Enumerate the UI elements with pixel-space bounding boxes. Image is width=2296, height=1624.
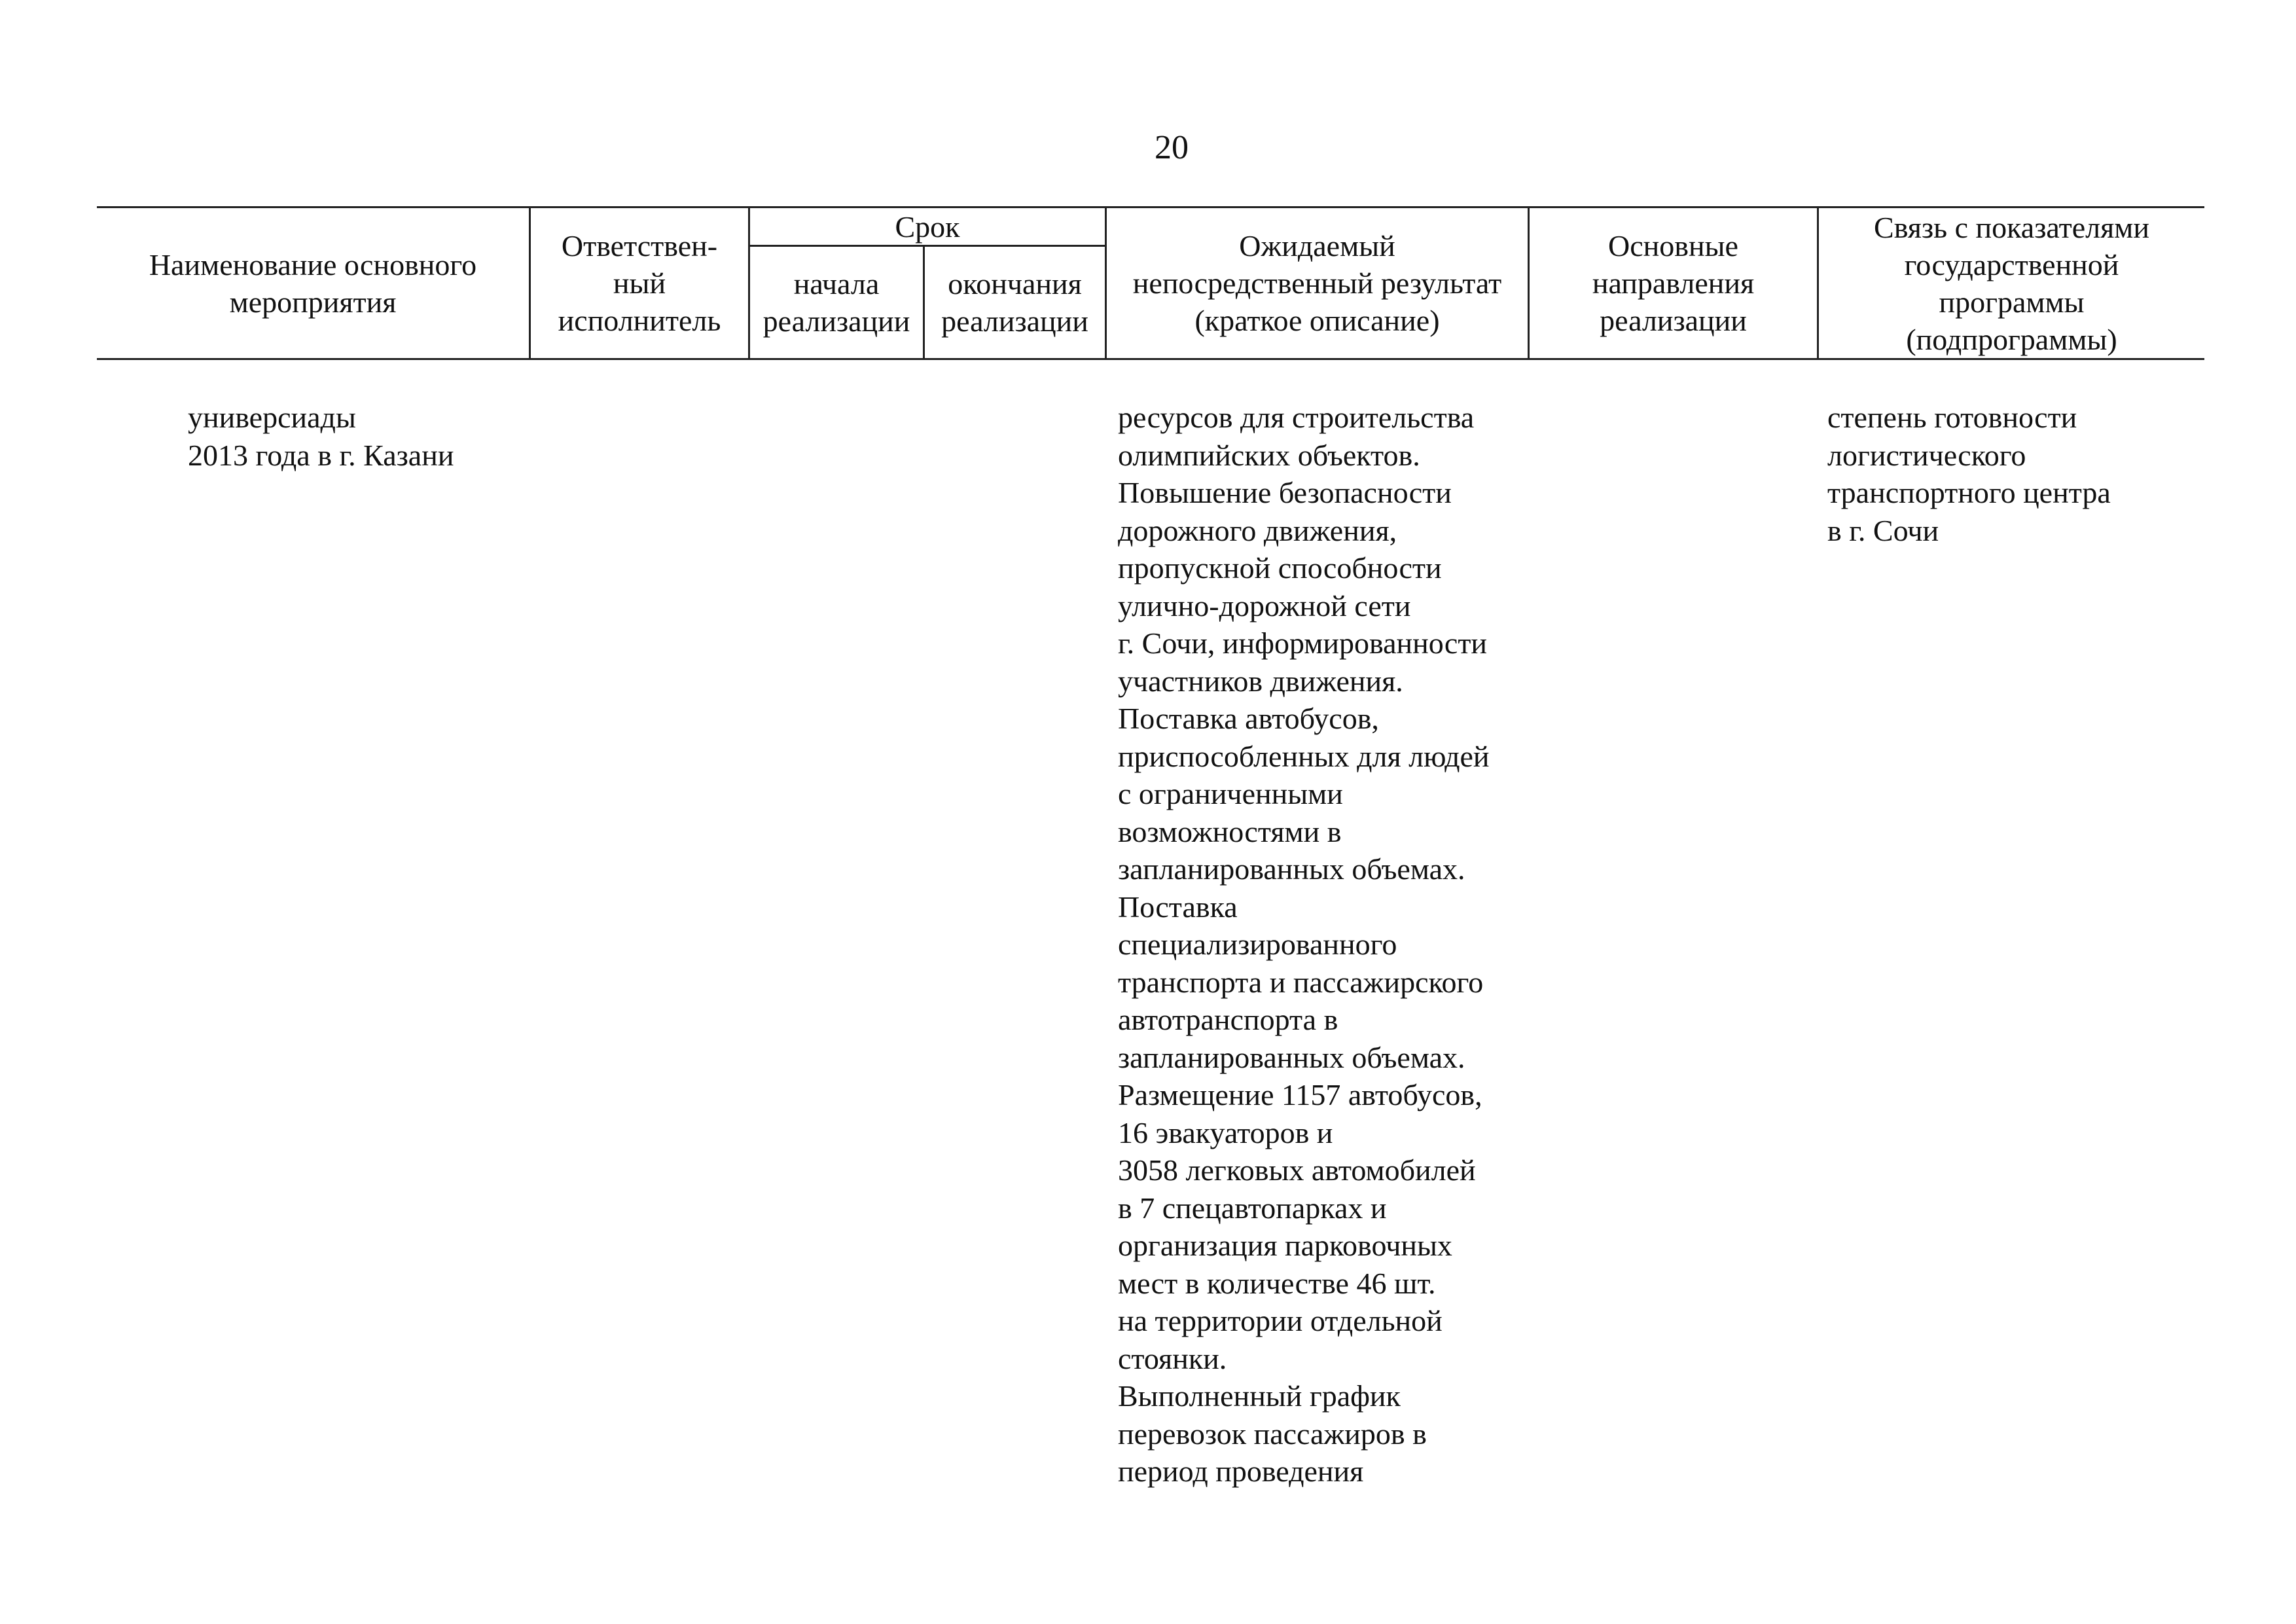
header-result: Ожидаемый непосредственный результат (краткое описание) [1132, 229, 1502, 337]
text-line: г. Сочи, информированности [1118, 626, 1488, 660]
text-line: Поставка [1118, 890, 1238, 924]
text-line: пропускной способности [1118, 551, 1442, 585]
text-line: 2013 года в г. Казани [188, 438, 454, 472]
text-line: степень готовности [1827, 401, 2077, 434]
text-line: запланированных объемах. [1118, 1040, 1465, 1074]
text-line: специализированного [1118, 928, 1397, 961]
text-line: организация парковочных [1118, 1229, 1452, 1262]
text-line: участников движения. [1118, 664, 1403, 698]
text-line: улично-дорожной сети [1118, 588, 1411, 623]
text-line: логистического [1827, 438, 2026, 472]
text-line: 16 эвакуаторов и [1118, 1115, 1333, 1149]
header-term: Срок [895, 209, 960, 244]
text-line: с ограниченными [1118, 777, 1343, 810]
table-header [97, 206, 2204, 360]
text-line: 3058 легковых автомобилей [1118, 1153, 1476, 1187]
text-line: дорожного движения, [1118, 513, 1397, 547]
text-line: перевозок пассажиров в [1118, 1416, 1427, 1451]
text-line: в г. Сочи [1827, 513, 1939, 547]
header-directions: Основные направления реализации [1592, 229, 1755, 337]
text-line: универсиады [188, 401, 356, 434]
page-number: 20 [1155, 129, 1189, 166]
header-end: окончания реализации [941, 267, 1088, 338]
text-line: транспортного центра [1827, 476, 2111, 509]
header-start: начала реализации [762, 267, 910, 338]
text-line: Размещение 1157 автобусов, [1118, 1078, 1482, 1111]
text-line: возможностями в [1118, 814, 1342, 848]
cell-name [188, 399, 454, 474]
header-name: Наименование основного мероприятия [149, 247, 477, 319]
text-line: Поставка автобусов, [1118, 702, 1379, 735]
cell-result [1118, 399, 1490, 1490]
text-line: ресурсов для строительства [1118, 401, 1475, 434]
text-line: автотранспорта в [1118, 1003, 1338, 1036]
text-line: приспособленных для людей [1118, 739, 1490, 773]
text-line: мест в количестве 46 шт. [1118, 1266, 1436, 1300]
cell-link [1827, 399, 2111, 549]
text-line: Повышение безопасности [1118, 476, 1452, 509]
text-line: запланированных объемах. [1118, 852, 1465, 886]
text-line: стоянки. [1118, 1341, 1227, 1375]
text-line: на территории отдельной [1118, 1304, 1443, 1337]
text-line: олимпийских объектов. [1118, 438, 1420, 472]
text-line: транспорта и пассажирского [1118, 965, 1484, 999]
text-line: в 7 спецавтопарках и [1118, 1191, 1387, 1225]
header-executor: Ответствен- ный исполнитель [558, 229, 721, 337]
text-line: период проведения [1118, 1454, 1364, 1488]
header-link: Связь с показателями государственной программы (подпрограммы) [1874, 210, 2149, 356]
text-line: Выполненный график [1118, 1379, 1401, 1413]
